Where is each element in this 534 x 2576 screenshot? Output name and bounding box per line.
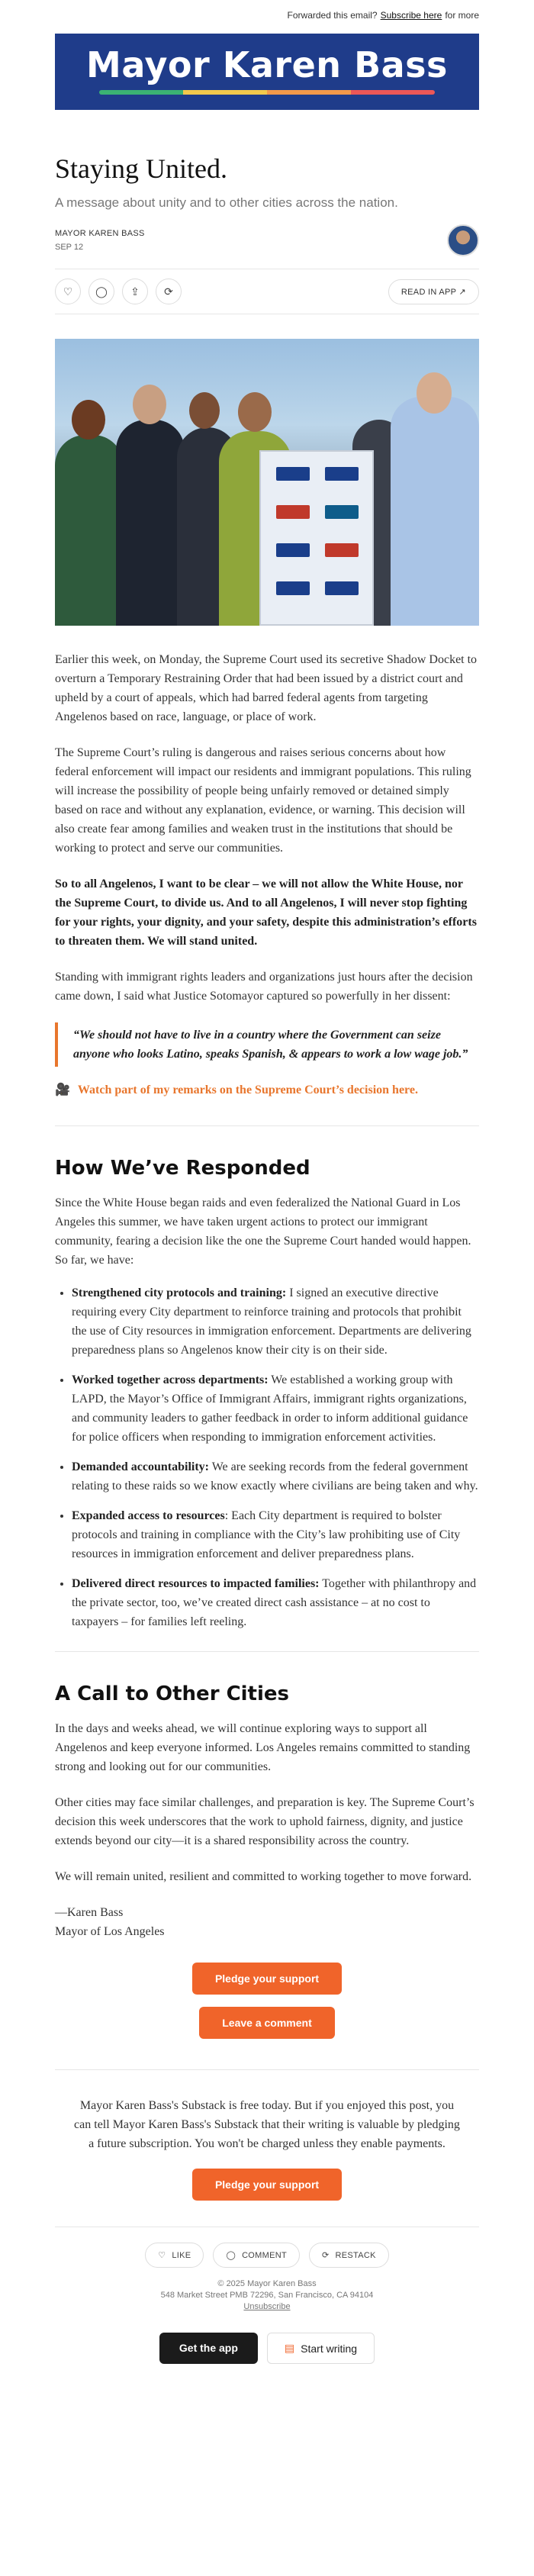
list-item bbox=[72, 1370, 479, 1447]
bottom-comment-button[interactable] bbox=[213, 2243, 300, 2268]
list-item-text: We established a working group with LAPD, the Mayor’s Office of Immigrant Affairs, immigrant rights organizations, and community leaders to gather feedback in order to inform additional guidance for police officers when responding to immigration enforcement activities. bbox=[72, 1373, 468, 1444]
signature-title: Mayor of Los Angeles bbox=[55, 1925, 165, 1938]
footer-copyright: © 2025 Mayor Karen Bass bbox=[217, 2279, 317, 2288]
unsubscribe-link[interactable]: Unsubscribe bbox=[243, 2302, 291, 2311]
podium-logo bbox=[325, 581, 359, 595]
list-item bbox=[72, 1283, 479, 1360]
podium-logo bbox=[325, 543, 359, 557]
podium-logo bbox=[276, 581, 310, 595]
list-item bbox=[72, 1506, 479, 1563]
stripe-orange bbox=[267, 90, 351, 95]
photo-figure bbox=[55, 435, 124, 626]
forward-suffix: for more bbox=[445, 10, 479, 21]
list-item-text: We are seeking records from the federal government relating to these raids so we know exactly where civilians are being taken and why. bbox=[72, 1460, 478, 1492]
comment-icon: ◯ bbox=[226, 2251, 236, 2260]
list-item bbox=[72, 1574, 479, 1631]
pledge-row-2 bbox=[55, 2169, 479, 2201]
forward-prefix: Forwarded this email? bbox=[287, 10, 378, 21]
stripe-red bbox=[351, 90, 435, 95]
share-button[interactable] bbox=[122, 279, 148, 304]
bottom-action-bar bbox=[55, 2243, 479, 2268]
photo-figure bbox=[238, 392, 272, 432]
stripe-green bbox=[99, 90, 183, 95]
banner-stripes bbox=[99, 90, 435, 95]
photo-figure bbox=[189, 392, 220, 429]
footer-address: 548 Market Street PMB 72296, San Francisco, CA 94104 bbox=[160, 2291, 374, 2300]
like-button[interactable] bbox=[55, 279, 81, 304]
signature bbox=[55, 1903, 479, 1941]
list-item-text: : Each City department is required to bolster protocols and training in compliance with the City’s law prohibiting use of City resources in immigration enforcement and deliver preparedness plans. bbox=[72, 1509, 461, 1560]
byline bbox=[55, 224, 479, 256]
read-in-app-label: READ IN APP bbox=[400, 287, 457, 297]
section-divider bbox=[55, 1125, 479, 1126]
list-item-text: Together with philanthropy and the private sector, too, we’ve created direct cash assistance – at no cost to taxpayers – for families left reeling. bbox=[72, 1577, 477, 1628]
list-item-title: Strengthened city protocols and training: bbox=[72, 1286, 287, 1299]
paragraph: In the days and weeks ahead, we will continue exploring ways to support all Angelenos and keep everyone informed. Los Angeles remains committed to standing strong and looking out for our communities. bbox=[55, 1722, 471, 1773]
photo-figure bbox=[116, 420, 185, 626]
response-list bbox=[72, 1283, 479, 1631]
comment-row bbox=[55, 2007, 479, 2039]
footer bbox=[55, 2278, 479, 2313]
watch-remarks-link[interactable]: Watch part of my remarks on the Supreme Court’s decision here. bbox=[77, 1084, 418, 1096]
section-heading-call: A Call to Other Cities bbox=[55, 1682, 290, 1705]
publication-banner[interactable] bbox=[55, 34, 479, 110]
author-name[interactable]: MAYOR KAREN BASS bbox=[55, 229, 145, 238]
share-icon: ⇪ bbox=[130, 285, 140, 298]
stripe-yellow bbox=[183, 90, 267, 95]
podium-logo bbox=[325, 467, 359, 481]
start-writing-button[interactable] bbox=[267, 2333, 375, 2364]
photo-figure bbox=[72, 400, 105, 440]
subscribe-link[interactable]: Subscribe here bbox=[380, 10, 442, 21]
start-writing-label: Start writing bbox=[301, 2342, 358, 2355]
podium-logo bbox=[276, 505, 310, 519]
restack-button[interactable] bbox=[156, 279, 182, 304]
bottom-like-button[interactable] bbox=[145, 2243, 204, 2268]
post-body bbox=[55, 650, 479, 1100]
list-item-text: I signed an executive directive requiring every City department to reinforce training and protocols that prohibit the use of City resources in immigration enforcement. Departments are delivering preparedness plans so Angelenos know their city is on their side. bbox=[72, 1286, 471, 1357]
restack-label: RESTACK bbox=[335, 2250, 376, 2260]
bottom-restack-button[interactable] bbox=[309, 2243, 389, 2268]
section-divider bbox=[55, 2069, 479, 2070]
list-item bbox=[72, 1457, 479, 1496]
responded-section bbox=[55, 1193, 479, 1631]
film-icon: 🎥 bbox=[55, 1084, 70, 1096]
paragraph-bold: So to all Angelenos, I want to be clear – we will not allow the White House, nor the Supreme Court, to divide us. And to all Angelenos, I will never stop fighting for your rights, your dignity, and your safety, despite this administration’s efforts to threaten them. We will stand united. bbox=[55, 877, 477, 948]
dissent-quote: “We should not have to live in a country where the Government can seize anyone who looks Latino, speaks Spanish, & appears to work a low wage job.” bbox=[55, 1022, 479, 1067]
podium-logo bbox=[276, 467, 310, 481]
post-action-bar bbox=[55, 269, 479, 314]
pledge-support-button-2[interactable]: Pledge your support bbox=[192, 2169, 342, 2201]
photo-figure bbox=[133, 385, 166, 424]
paragraph: Other cities may face similar challenges, and preparation is key. The Supreme Court’s decision this week underscores that the work to uphold fairness, dignity, and justice extends beyond our city—it is a shared responsibility across the country. bbox=[55, 1796, 474, 1847]
free-subscription-note: Mayor Karen Bass's Substack is free today. But if you enjoyed this post, you can tell Mayor Karen Bass's Substack that their writing is valuable by pledging a future subscription. You won't be charged unless they enable payments. bbox=[74, 2099, 460, 2150]
get-app-button[interactable]: Get the app bbox=[159, 2333, 258, 2364]
podium bbox=[259, 450, 374, 626]
heart-icon: ♡ bbox=[158, 2251, 166, 2260]
post-title[interactable]: Staying United. bbox=[55, 153, 227, 184]
list-item-title: Worked together across departments: bbox=[72, 1373, 269, 1386]
signature-name: —Karen Bass bbox=[55, 1906, 124, 1919]
section-heading-responded: How We’ve Responded bbox=[55, 1157, 310, 1180]
list-item-title: Demanded accountability: bbox=[72, 1460, 209, 1473]
substack-icon: ▤ bbox=[284, 2342, 295, 2354]
leave-comment-button[interactable]: Leave a comment bbox=[199, 2007, 335, 2039]
paragraph: Standing with immigrant rights leaders and organizations just hours after the decision came down, I said what Justice Sotomayor captured so powerfully in her dissent: bbox=[55, 971, 473, 1003]
forward-bar bbox=[0, 0, 534, 31]
podium-logo bbox=[276, 543, 310, 557]
paragraph: We will remain united, resilient and committed to working together to move forward. bbox=[55, 1870, 472, 1883]
heart-icon: ♡ bbox=[63, 285, 73, 298]
paragraph: Earlier this week, on Monday, the Supreme Court used its secretive Shadow Docket to overturn a Temporary Restraining Order that had been issued by a district court and upheld by a court of appeals, which had barred federal agents from targeting Angelenos based on race, language, or place of work. bbox=[55, 653, 478, 723]
photo-figure bbox=[391, 397, 479, 626]
app-buttons-row bbox=[55, 2333, 479, 2379]
watch-remarks-row bbox=[55, 1080, 479, 1100]
paragraph: The Supreme Court’s ruling is dangerous and raises serious concerns about how federal enforcement will impact our residents and immigrant populations. This ruling will increase the possibility of people being unfairly removed or detained simply based on race and without any explanation, evidence, or warning. This decision will also create fear among families and weaken trust in the institutions that should be working to protect and serve our communities. bbox=[55, 746, 471, 855]
list-item-title: Delivered direct resources to impacted families: bbox=[72, 1577, 320, 1590]
avatar[interactable] bbox=[447, 224, 479, 256]
pledge-row bbox=[55, 1963, 479, 1995]
list-item-title: Expanded access to resources bbox=[72, 1509, 225, 1522]
banner-title: Mayor Karen Bass bbox=[86, 44, 448, 85]
restack-icon: ⟳ bbox=[322, 2251, 330, 2260]
call-section bbox=[55, 1719, 479, 1941]
post-subtitle: A message about unity and to other cities across the nation. bbox=[55, 195, 398, 210]
photo-figure bbox=[417, 372, 452, 414]
paragraph: Since the White House began raids and even federalized the National Guard in Los Angeles this summer, we have taken urgent actions to protect our immigrant community, fearing a decision like the one the Supreme Court handed would happen. So far, we have: bbox=[55, 1196, 471, 1267]
section-divider bbox=[55, 1651, 479, 1652]
pledge-support-button[interactable]: Pledge your support bbox=[192, 1963, 342, 1995]
comment-button[interactable] bbox=[88, 279, 114, 304]
press-conference-photo[interactable] bbox=[55, 339, 479, 626]
read-in-app-button[interactable] bbox=[388, 279, 479, 304]
restack-icon: ⟳ bbox=[164, 285, 173, 298]
post-date: SEP 12 bbox=[55, 243, 84, 252]
comment-label: COMMENT bbox=[242, 2250, 287, 2260]
arrow-up-right-icon: ↗ bbox=[458, 287, 466, 297]
comment-icon: ◯ bbox=[95, 285, 108, 298]
podium-logo bbox=[325, 505, 359, 519]
like-label: LIKE bbox=[172, 2250, 191, 2260]
